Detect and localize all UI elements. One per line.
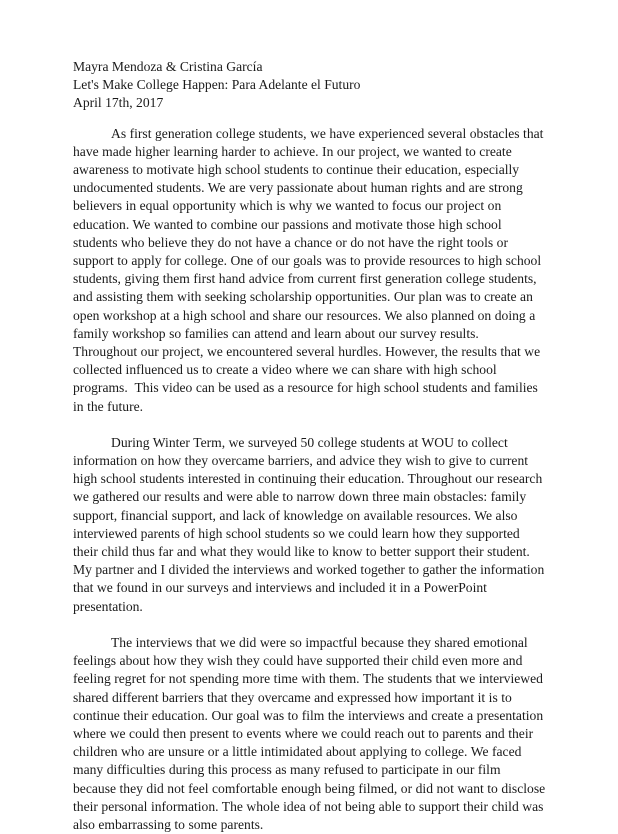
document-content [73, 58, 549, 834]
body-paragraph-3: The interviews that we did were so impactful because they shared emotional feelings about how they wish they could have supported their child even more and feeling regret for not spending more time with them. The students that we interviewed shared different barriers that they overcame and expressed how important it is to continue their education. Our goal was to film the interviews and create a presentation where we could then present to events where we could reach out to parents and their children who are unsure or a little intimidated about applying to college. We faced many difficulties during this process as many refused to participate in our film because they did not feel comfortable enough being filmed, or did not want to disclose their personal information. The whole idea of not being able to support their child was also embarrassing to some parents. [73, 634, 549, 832]
body-paragraph-1: As first generation college students, we have experienced several obstacles that have made higher learning harder to achieve. In our project, we wanted to create awareness to motivate high school students to continue their education, especially undocumented students. We are very passionate about human rights and are strong believers in equal opportunity which is why we wanted to focus our project on education. We wanted to combine our passions and motivate those high school students who believe they do not have a chance or do not have the right tools or support to apply for college. One of our goals was to provide resources to high school students, giving them first hand advice from current first generation college students, and assisting them with seeking scholarship opportunities. Our plan was to create an open workshop at a high school and share our resources. We also planned on doing a family workshop so families can attend and learn about our survey results. Throughout our project, we encountered several hurdles. However, the results that we collected influenced us to create a video where we can share with high school programs. This video can be used as a resource for high school students and families in the future. [73, 125, 547, 414]
header-authors: Mayra Mendoza & Cristina García [73, 59, 263, 74]
document-header [73, 58, 546, 113]
header-title: Let's Make College Happen: Para Adelante el Futuro [73, 77, 361, 93]
body-paragraph-2: During Winter Term, we surveyed 50 college students at WOU to collect information on how they overcame barriers, and advice they wish to give to current high school students interested in continuing their education. Throughout our research we gathered our results and were able to narrow down three main obstacles: family support, financial support, and lack of knowledge on available resources. We also interviewed parents of high school students so we could learn how they supported their child thus far and what they would like to know to better support their student. My partner and I divided the interviews and worked together to gather the information that we found in our surveys and interviews and included it in a PowerPoint presentation. [73, 434, 548, 614]
header-date: April 17th, 2017 [73, 95, 164, 111]
